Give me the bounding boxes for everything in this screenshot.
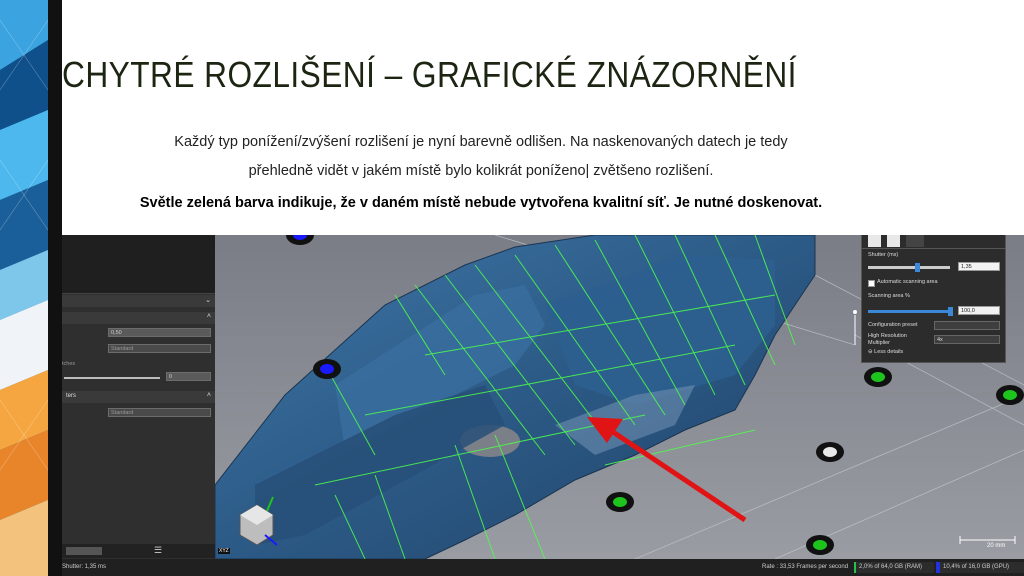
scanning-area-label: Scanning area % xyxy=(868,293,910,299)
multiplier-dropdown[interactable]: 4x xyxy=(934,335,1000,344)
side-panel-footer xyxy=(62,544,215,558)
shutter-label: Shutter (ms) xyxy=(868,252,899,258)
scanner-app-window xyxy=(62,235,1024,576)
slide-paragraph-bold: Světle zelená barva indikuje, že v daném místě nebude vytvořena kvalitní síť. Je nutné doskenovat. xyxy=(139,195,823,211)
parameters-label: ters xyxy=(66,393,77,399)
side-panel-top-area xyxy=(62,235,215,294)
less-details-toggle[interactable] xyxy=(868,349,903,355)
high-resolution-label: High Resolution xyxy=(868,333,907,339)
tab-settings[interactable] xyxy=(868,235,881,247)
ram-usage-indicator xyxy=(854,562,934,573)
tab-advanced[interactable] xyxy=(906,235,924,247)
shutter-value-field[interactable]: 1,35 xyxy=(958,262,1000,271)
status-bar xyxy=(62,559,1024,576)
slide-paragraph-line-1: Každý typ ponížení/zvýšení rozlišení je nyní barevně odlišen. Na naskenovaných datech je tedy xyxy=(174,134,788,150)
collapse-circle-icon: ⊖ xyxy=(868,349,873,355)
list-menu-icon[interactable]: ☰ xyxy=(154,545,163,555)
configuration-preset-label: Configuration preset xyxy=(868,322,918,328)
footer-button[interactable] xyxy=(66,547,102,555)
side-slider-value[interactable]: 0 xyxy=(166,372,211,381)
side-slider-track[interactable] xyxy=(64,377,160,379)
side-panel xyxy=(62,235,215,559)
multiplier-label: Multiplier xyxy=(868,340,891,346)
black-divider-bar xyxy=(48,0,62,576)
chevron-up-icon: ˄ xyxy=(206,313,211,320)
decorative-pattern xyxy=(0,0,48,576)
3d-viewport[interactable] xyxy=(215,235,1024,559)
tab-texture[interactable] xyxy=(887,235,900,247)
gpu-usage-indicator xyxy=(936,562,1024,573)
axis-indicator: XYZ xyxy=(219,548,229,554)
chevron-up-icon: ˄ xyxy=(206,392,211,399)
automatic-area-checkbox[interactable] xyxy=(868,280,875,287)
side-panel-section-header-3[interactable] xyxy=(62,391,215,403)
slide-paragraph-line-2: přehledně vidět v jakém místě bylo kolikrát poníženo| zvětšeno rozlišení. xyxy=(248,163,714,179)
scale-label: 20 mm xyxy=(987,543,1006,549)
status-frame-rate: Rate : 33,53 Frames per second xyxy=(762,564,849,570)
status-shutter: Shutter: 1,35 ms xyxy=(62,564,107,570)
ram-usage-label: 2,0% of 64,0 GB (RAM) xyxy=(859,564,923,570)
shutter-slider-thumb[interactable] xyxy=(915,263,920,272)
slide-title: CHYTRÉ ROZLIŠENÍ – GRAFICKÉ ZNÁZORNĚNÍ xyxy=(62,54,797,95)
scanner-settings-panel xyxy=(861,235,1006,363)
shutter-slider[interactable] xyxy=(868,266,950,269)
gpu-usage-label: 10,4% of 16,0 GB (GPU) xyxy=(943,564,1010,570)
resolution-value-field[interactable]: 0,50 xyxy=(108,328,211,337)
side-panel-section-header-1[interactable] xyxy=(62,295,215,307)
scanning-area-thumb[interactable] xyxy=(948,307,953,316)
automatic-area-label: Automatic scanning area xyxy=(877,279,938,285)
less-details-label: Less details xyxy=(874,349,904,355)
configuration-preset-dropdown[interactable] xyxy=(934,321,1000,330)
chevron-down-icon: ⌄ xyxy=(205,297,211,304)
resolution-dropdown[interactable]: Standard xyxy=(108,344,211,353)
scanning-area-value-field[interactable]: 100,0 xyxy=(958,306,1000,315)
scanning-area-slider[interactable] xyxy=(868,310,950,313)
patches-label: tches xyxy=(62,361,76,367)
parameters-dropdown[interactable]: Standard xyxy=(108,408,211,417)
side-panel-section-header-2[interactable] xyxy=(62,312,215,324)
